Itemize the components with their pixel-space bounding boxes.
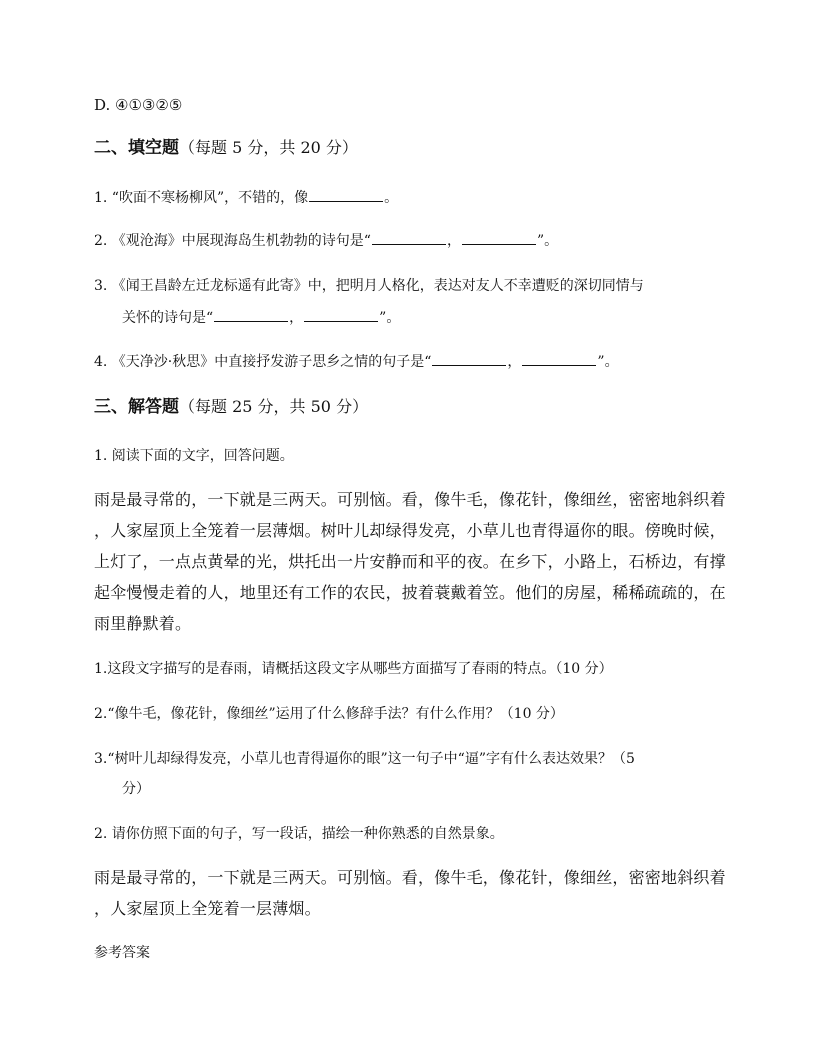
section-2-title: 二、填空题 — [94, 138, 179, 158]
fill-question-4 — [94, 351, 619, 372]
passage-line: 上灯了，一点点黄晕的光，烘托出一片安静而和平的夜。在乡下，小路上，石桥边，有撑 — [94, 552, 726, 571]
fill-q2-text: 2. 《观沧海》中展现海岛生机勃勃的诗句是“ — [94, 233, 371, 249]
fill-q4-end: ”。 — [597, 354, 619, 370]
fill-q4-comma: ， — [507, 354, 522, 370]
passage-line: 雨里静默着。 — [94, 614, 192, 633]
sample-line: ，人家屋顶上全笼着一层薄烟。 — [94, 899, 321, 918]
answer-blank — [372, 230, 446, 245]
section-2-heading — [94, 136, 358, 160]
reference-answer-heading: 参考答案 — [94, 945, 150, 961]
sub-question-3-line2: 分） — [122, 781, 150, 797]
section-2-note: （每题 5 分，共 20 分） — [179, 138, 358, 157]
sub-question-2: 2.“像牛毛，像花针，像细丝”运用了什么修辞手法？有什么作用？（10 分） — [94, 706, 564, 722]
answer-blank — [214, 307, 288, 322]
passage-line: ，人家屋顶上全笼着一层薄烟。树叶儿却绿得发亮，小草儿也青得逼你的眼。傍晚时候， — [94, 521, 726, 540]
passage-line: 雨是最寻常的，一下就是三两天。可别恼。看，像牛毛，像花针，像细丝，密密地斜织着 — [94, 490, 726, 509]
fill-q3-end: ”。 — [379, 310, 401, 326]
section-3-note: （每题 25 分，共 50 分） — [179, 397, 369, 416]
fill-question-2 — [94, 230, 558, 251]
answer-blank — [462, 230, 536, 245]
fill-q4-text: 4. 《天净沙·秋思》中直接抒发游子思乡之情的句子是“ — [94, 354, 432, 370]
answer-line: D. ④①③②⑤ — [94, 96, 183, 114]
fill-q1-end: 。 — [384, 190, 399, 206]
fill-q2-comma: ， — [446, 233, 461, 249]
fill-question-3-line2 — [122, 307, 400, 328]
fill-question-1 — [94, 187, 398, 208]
answer-blank — [304, 307, 378, 322]
fill-question-3-line1: 3. 《闻王昌龄左迁龙标遥有此寄》中，把明月人格化，表达对友人不幸遭贬的深切同情与 — [94, 278, 644, 294]
sub-question-1: 1.这段文字描写的是春雨，请概括这段文字从哪些方面描写了春雨的特点。（10 分） — [94, 661, 613, 677]
answer-blank — [432, 351, 506, 366]
section-3-heading — [94, 395, 368, 419]
fill-q1-text: 1. “吹面不寒杨柳风”，不错的，像 — [94, 190, 309, 206]
sub-question-3-line1: 3.“树叶儿却绿得发亮，小草儿也青得逼你的眼”这一句子中“逼”字有什么表达效果？（5 — [94, 751, 635, 767]
reading-question-intro: 1. 阅读下面的文字，回答问题。 — [94, 448, 294, 464]
section-3-title: 三、解答题 — [94, 397, 179, 417]
fill-q3-comma: ， — [289, 310, 304, 326]
fill-q3-text: 关怀的诗句是“ — [122, 310, 214, 326]
writing-question-intro: 2. 请你仿照下面的句子，写一段话，描绘一种你熟悉的自然景象。 — [94, 826, 504, 842]
sample-line: 雨是最寻常的，一下就是三两天。可别恼。看，像牛毛，像花针，像细丝，密密地斜织着 — [94, 868, 726, 887]
passage-line: 起伞慢慢走着的人，地里还有工作的农民，披着蓑戴着笠。他们的房屋，稀稀疏疏的，在 — [94, 583, 726, 602]
fill-q2-end: ”。 — [536, 233, 559, 249]
answer-blank — [309, 187, 383, 202]
answer-blank — [522, 351, 596, 366]
